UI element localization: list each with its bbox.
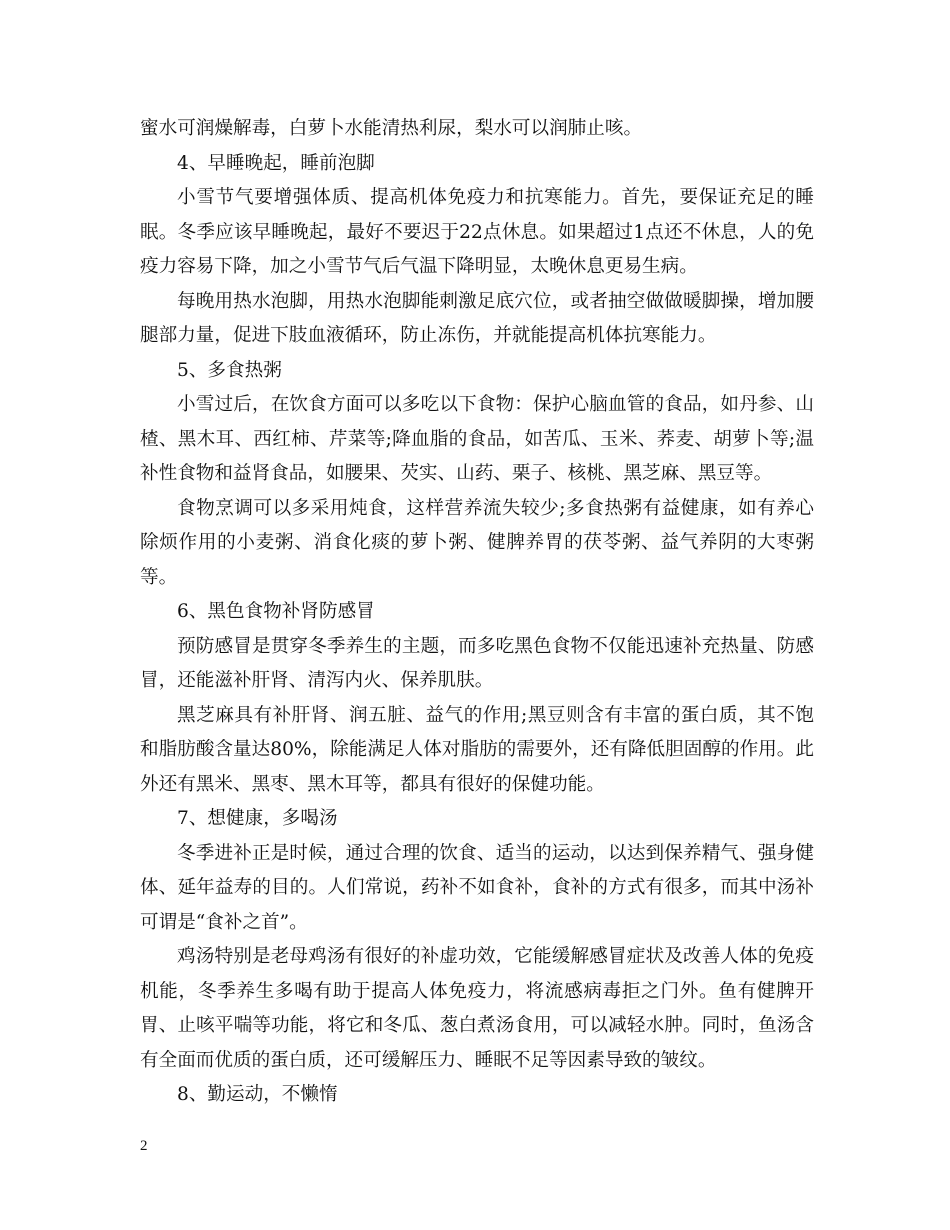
paragraph: 小雪过后，在饮食方面可以多吃以下食物：保护心脑血管的食品，如丹参、山楂、黑木耳、西红柿、芹菜等;降血脂的食品，如苦瓜、玉米、荞麦、胡萝卜等;温补性食物和益肾食品，如腰果、芡实、山药、栗子、核桃、黑芝麻、黑豆等。 <box>140 394 814 484</box>
section-heading-6: 6、黑色食物补肾防感冒 <box>177 601 375 622</box>
paragraph-continuation: 蜜水可润燥解毒，白萝卜水能清热利尿，梨水可以润肺止咳。 <box>140 118 643 139</box>
document-body <box>140 112 814 1113</box>
paragraph: 食物烹调可以多采用炖食，这样营养流失较少;多食热粥有益健康，如有养心除烦作用的小麦粥、消食化痰的萝卜粥、健脾养胃的茯苓粥、益气养阴的大枣粥等。 <box>140 497 814 588</box>
section-heading-8: 8、勤运动，不懒惰 <box>177 1084 338 1105</box>
paragraph: 黑芝麻具有补肝肾、润五脏、益气的作用;黑豆则含有丰富的蛋白质，其不饱和脂肪酸含量达80%，除能满足人体对脂肪的需要外，还有降低胆固醇的作用。此外还有黑米、黑枣、黑木耳等，都具有很好的保健功能。 <box>140 704 814 795</box>
paragraph: 冬季进补正是时候，通过合理的饮食、适当的运动，以达到保养精气、强身健体、延年益寿的目的。人们常说，药补不如食补，食补的方式有很多，而其中汤补可谓是“食补之首”。 <box>140 842 814 933</box>
paragraph: 每晚用热水泡脚，用热水泡脚能刺激足底穴位，或者抽空做做暖脚操，增加腰腿部力量，促进下肢血液循环，防止冻伤，并就能提高机体抗寒能力。 <box>140 290 814 346</box>
paragraph: 鸡汤特别是老母鸡汤有很好的补虚功效，它能缓解感冒症状及改善人体的免疫机能，冬季养生多喝有助于提高人体免疫力，将流感病毒拒之门外。鱼有健脾开胃、止咳平喘等功能，将它和冬瓜、葱白煮汤食用，可以减轻水肿。同时，鱼汤含有全面而优质的蛋白质，还可缓解压力、睡眠不足等因素导致的皱纹。 <box>140 946 814 1071</box>
section-heading-5: 5、多食热粥 <box>177 359 282 381</box>
paragraph: 小雪节气要增强体质、提高机体免疫力和抗寒能力。首先，要保证充足的睡眠。冬季应该早睡晚起，最好不要迟于22点休息。如果超过1点还不休息，人的免疫力容易下降，加之小雪节气后气温下降明显，太晚休息更易生病。 <box>140 187 814 277</box>
paragraph: 预防感冒是贯穿冬季养生的主题，而多吃黑色食物不仅能迅速补充热量、防感冒，还能滋补肝肾、清泻内火、保养肌肤。 <box>140 635 814 691</box>
section-heading-4: 4、早睡晚起，睡前泡脚 <box>177 152 375 174</box>
page-number: 2 <box>140 1138 148 1154</box>
section-heading-7: 7、想健康，多喝汤 <box>177 808 338 829</box>
